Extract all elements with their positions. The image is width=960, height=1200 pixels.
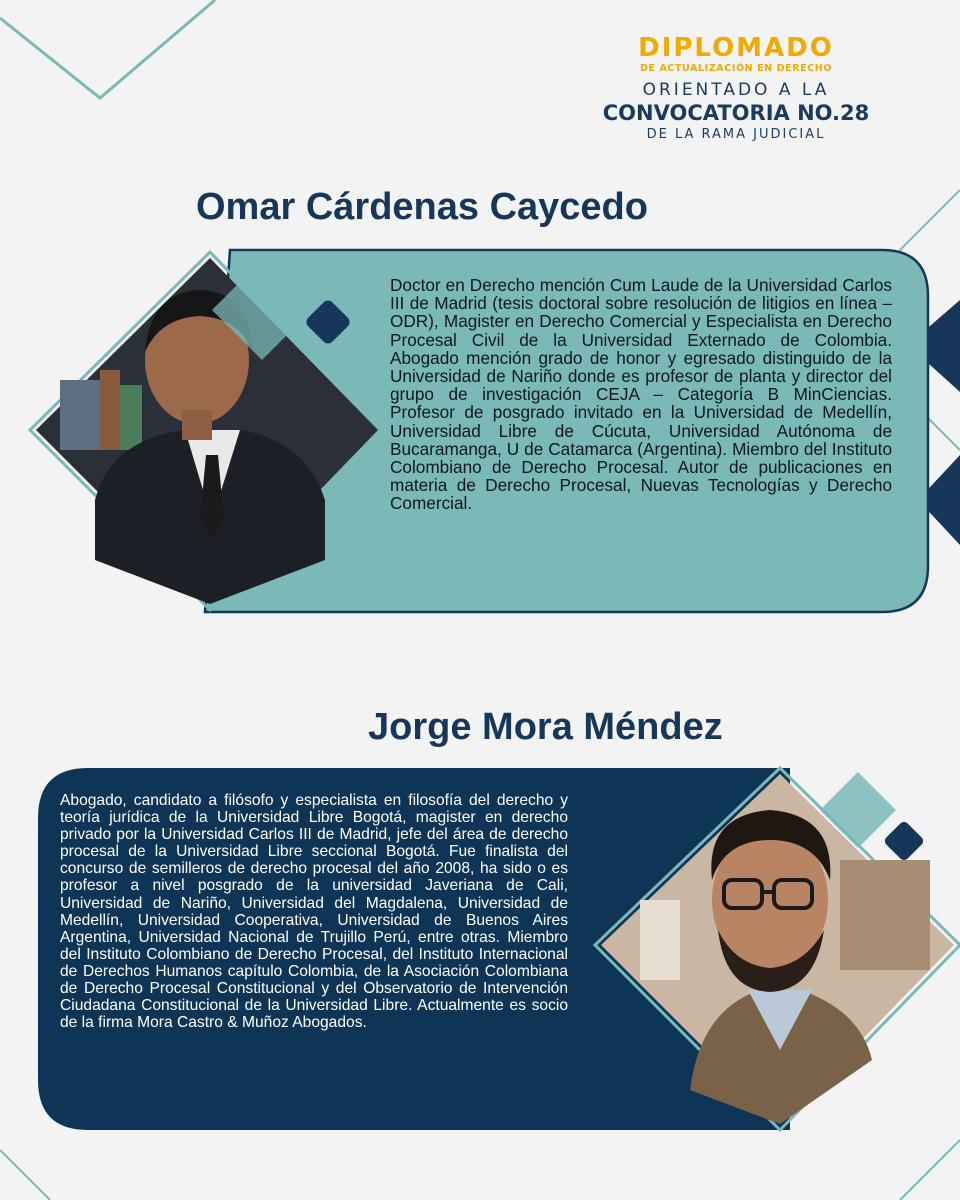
profile-name-2: Jorge Mora Méndez (368, 706, 723, 748)
logo-line-3: DE LA RAMA JUDICIAL (646, 127, 826, 142)
profile-bio-2: Abogado, candidato a filósofo y especialista en filosofía del derecho y teoría jurídica de la Universidad Libre Bogotá, magister en derecho privado por la Universidad Carlos III de Madrid, jefe del área de derecho procesal de la Universidad Libre seccional Bogotá. Fue finalista del concurso de semilleros de derecho procesal del año 2008, ha sido o es profesor a nivel posgrado de la universidad Javeriana de Cali, Universidad de Nariño, Universidad del Magdalena, Universidad de Medellín, Universidad Cooperativa, Universidad de Buenos Aires Argentina, Universidad Nacional de Trujillo Perú, entre otras. Miembro del Instituto Colombiano de Derecho Procesal, del Instituto Internacional de Derechos Humanos capítulo Colombia, de la Asociación Colombiana de Derecho Procesal Constitucional y del Observatorio de Intervención Ciudadana Constitucional de la Universidad Libre. Actualmente es socio de la firma Mora Castro & Muñoz Abogados. (60, 792, 568, 1032)
bookshelf-detail-3 (120, 385, 142, 450)
teal-line-bottom-left (0, 1150, 50, 1200)
navy-diamond-2 (883, 820, 925, 862)
building-detail-2 (640, 900, 680, 980)
logo-subtitle: DE ACTUALIZACIÓN EN DERECHO (639, 63, 833, 74)
building-detail (840, 860, 930, 970)
logo-line-2: CONVOCATORIA NO.28 (602, 101, 870, 125)
bookshelf-detail (60, 380, 100, 450)
bookshelf-detail-2 (100, 370, 120, 450)
profile-name-1: Omar Cárdenas Caycedo (196, 186, 648, 228)
profile-bio-1: Doctor en Derecho mención Cum Laude de la Universidad Carlos III de Madrid (tesis doctoral sobre resolución de litigios en línea – ODR), Magister en Derecho Comercial y Especialista en Derecho Procesal Civil de la Universidad Externado de Colombia. Abogado mención grado de honor y egresado distinguido de la Universidad de Nariño donde es profesor de planta y director del grupo de investigación CEJA – Categoría B MinCiencias. Profesor de posgrado invitado en la Universidad de Medellín, Universidad Libre de Cúcuta, Universidad Autónoma de Bucaramanga, U de Catamarca (Argentina). Miembro del Instituto Colombiano de Derecho Procesal. Autor de publicaciones en materia de Derecho Procesal, Nuevas Tecnologías y Derecho Comercial. (390, 275, 892, 514)
teal-line-bottom-right (900, 1140, 960, 1200)
chevron-line-top-left (0, 0, 215, 98)
program-logo (596, 34, 876, 142)
logo-line-1: ORIENTADO A LA (642, 80, 830, 100)
logo-title: DIPLOMADO (638, 33, 834, 63)
